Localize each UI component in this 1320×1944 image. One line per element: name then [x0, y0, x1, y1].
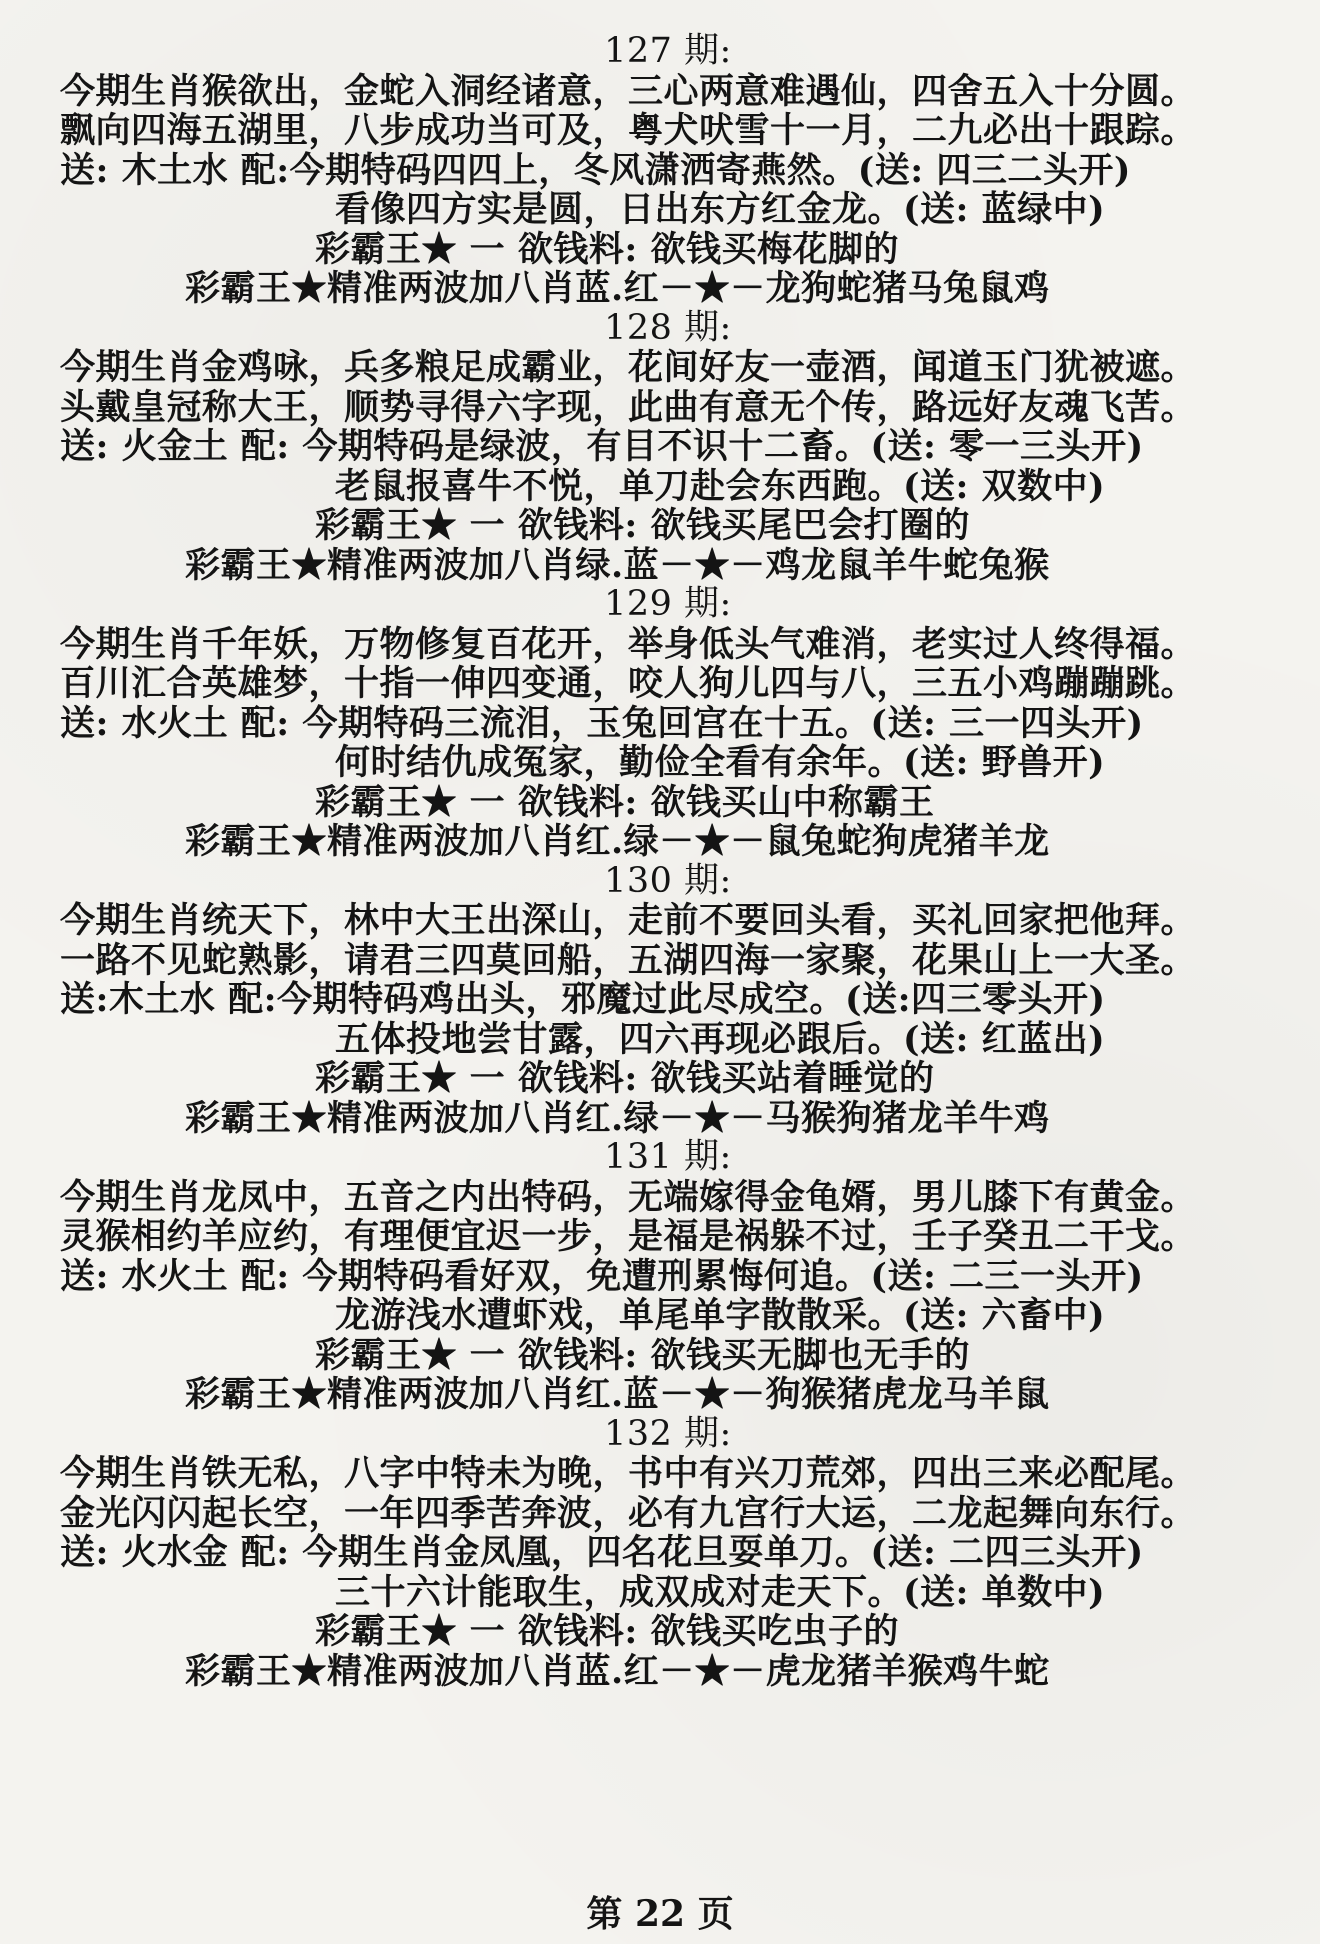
result-line: 彩霸王★精准两波加八肖绿.蓝－★－鸡龙鼠羊牛蛇兔猴 [185, 545, 1050, 585]
verse-line: 头戴皇冠称大王，顺势寻得六字现，此曲有意无个传，路远好友魂飞苦。 [60, 387, 1197, 427]
period-section-127 [60, 32, 1276, 309]
result-line: 彩霸王★精准两波加八肖红.绿－★－鼠兔蛇狗虎猪羊龙 [185, 822, 1050, 862]
result-line: 彩霸王★精准两波加八肖蓝.红－★－龙狗蛇猪马兔鼠鸡 [185, 269, 1050, 309]
send-line: 送: 火水金 配: 今期生肖金凤凰，四名花旦耍单刀。(送: 二四三头开) [60, 1533, 1144, 1573]
period-section-128 [60, 309, 1276, 586]
period-section-130 [60, 862, 1276, 1139]
period-section-132 [60, 1415, 1276, 1692]
verse-line: 今期生肖金鸡咏，兵多粮足成霸业，花间好友一壶酒，闻道玉门犹被遮。 [60, 348, 1197, 388]
verse-line: 今期生肖龙凤中，五音之内出特码，无端嫁得金龟婿，男儿膝下有黄金。 [60, 1177, 1197, 1217]
send-line: 送: 木土水 配:今期特码四四上，冬风潇洒寄燕然。(送: 四三二头开) [60, 150, 1131, 190]
ask-line: 彩霸王★ 一 欲钱料: 欲钱买无脚也无手的 [315, 1335, 970, 1375]
verse-line: 一路不见蛇熟影，请君三四莫回船，五湖四海一家聚，花果山上一大圣。 [60, 940, 1197, 980]
verse-line: 今期生肖猴欲出，金蛇入洞经诸意，三心两意难遇仙，四舍五入十分圆。 [60, 71, 1197, 111]
ask-line: 彩霸王★ 一 欲钱料: 欲钱买吃虫子的 [315, 1612, 899, 1652]
send-line: 送: 水火土 配: 今期特码看好双，免遭刑累悔何追。(送: 二三一头开) [60, 1256, 1144, 1296]
period-section-129 [60, 585, 1276, 862]
period-title: 129 期: [604, 585, 732, 624]
extra-line: 五体投地尝甘露，四六再现必跟后。(送: 红蓝出) [335, 1019, 1106, 1059]
ask-line: 彩霸王★ 一 欲钱料: 欲钱买梅花脚的 [315, 229, 899, 269]
period-title: 132 期: [604, 1414, 732, 1454]
extra-line: 何时结仇成冤家，勤俭全看有余年。(送: 野兽开) [335, 743, 1106, 783]
period-title: 131 期: [604, 1138, 732, 1177]
verse-line: 灵猴相约羊应约，有理便宜迟一步，是福是祸躲不过，壬子癸丑二干戈。 [60, 1217, 1197, 1257]
verse-line: 飘向四海五湖里，八步成功当可及，粤犬吠雪十一月，二九必出十跟踪。 [60, 111, 1197, 151]
send-line: 送: 水火土 配: 今期特码三流泪，玉兔回宫在十五。(送: 三一四头开) [60, 703, 1144, 743]
result-line: 彩霸王★精准两波加八肖蓝.红－★－虎龙猪羊猴鸡牛蛇 [185, 1651, 1050, 1691]
verse-line: 金光闪闪起长空，一年四季苦奔波，必有九宫行大运，二龙起舞向东行。 [60, 1493, 1197, 1533]
result-line: 彩霸王★精准两波加八肖红.绿－★－马猴狗猪龙羊牛鸡 [185, 1098, 1050, 1138]
period-title: 127 期: [604, 32, 732, 71]
verse-line: 今期生肖铁无私，八字中特未为晚，书中有兴刀荒郊，四出三来必配尾。 [60, 1454, 1197, 1494]
ask-line: 彩霸王★ 一 欲钱料: 欲钱买尾巴会打圈的 [315, 506, 970, 546]
extra-line: 龙游浅水遭虾戏，单尾单字散散采。(送: 六畜中) [335, 1296, 1106, 1336]
period-title: 130 期: [604, 861, 732, 901]
send-line: 送:木土水 配:今期特码鸡出头，邪魔过此尽成空。(送:四三零头开) [60, 980, 1106, 1020]
extra-line: 看像四方实是圆，日出东方红金龙。(送: 蓝绿中) [335, 190, 1106, 230]
period-title: 128 期: [604, 308, 732, 348]
period-section-131 [60, 1138, 1276, 1415]
result-line: 彩霸王★精准两波加八肖红.蓝－★－狗猴猪虎龙马羊鼠 [185, 1375, 1050, 1415]
ask-line: 彩霸王★ 一 欲钱料: 欲钱买站着睡觉的 [315, 1059, 935, 1099]
extra-line: 三十六计能取生，成双成对走天下。(送: 单数中) [335, 1572, 1106, 1612]
ask-line: 彩霸王★ 一 欲钱料: 欲钱买山中称霸王 [315, 782, 935, 822]
verse-line: 百川汇合英雄梦，十指一伸四变通，咬人狗儿四与八，三五小鸡蹦蹦跳。 [60, 664, 1197, 704]
verse-line: 今期生肖统天下，林中大王出深山，走前不要回头看，买礼回家把他拜。 [60, 901, 1197, 941]
page-number: 第 22 页 [586, 1893, 734, 1935]
verse-line: 今期生肖千年妖，万物修复百花开，举身低头气难消，老实过人终得福。 [60, 624, 1197, 664]
extra-line: 老鼠报喜牛不悦，单刀赴会东西跑。(送: 双数中) [335, 466, 1106, 506]
send-line: 送: 火金土 配: 今期特码是绿波，有目不识十二畜。(送: 零一三头开) [60, 427, 1144, 467]
